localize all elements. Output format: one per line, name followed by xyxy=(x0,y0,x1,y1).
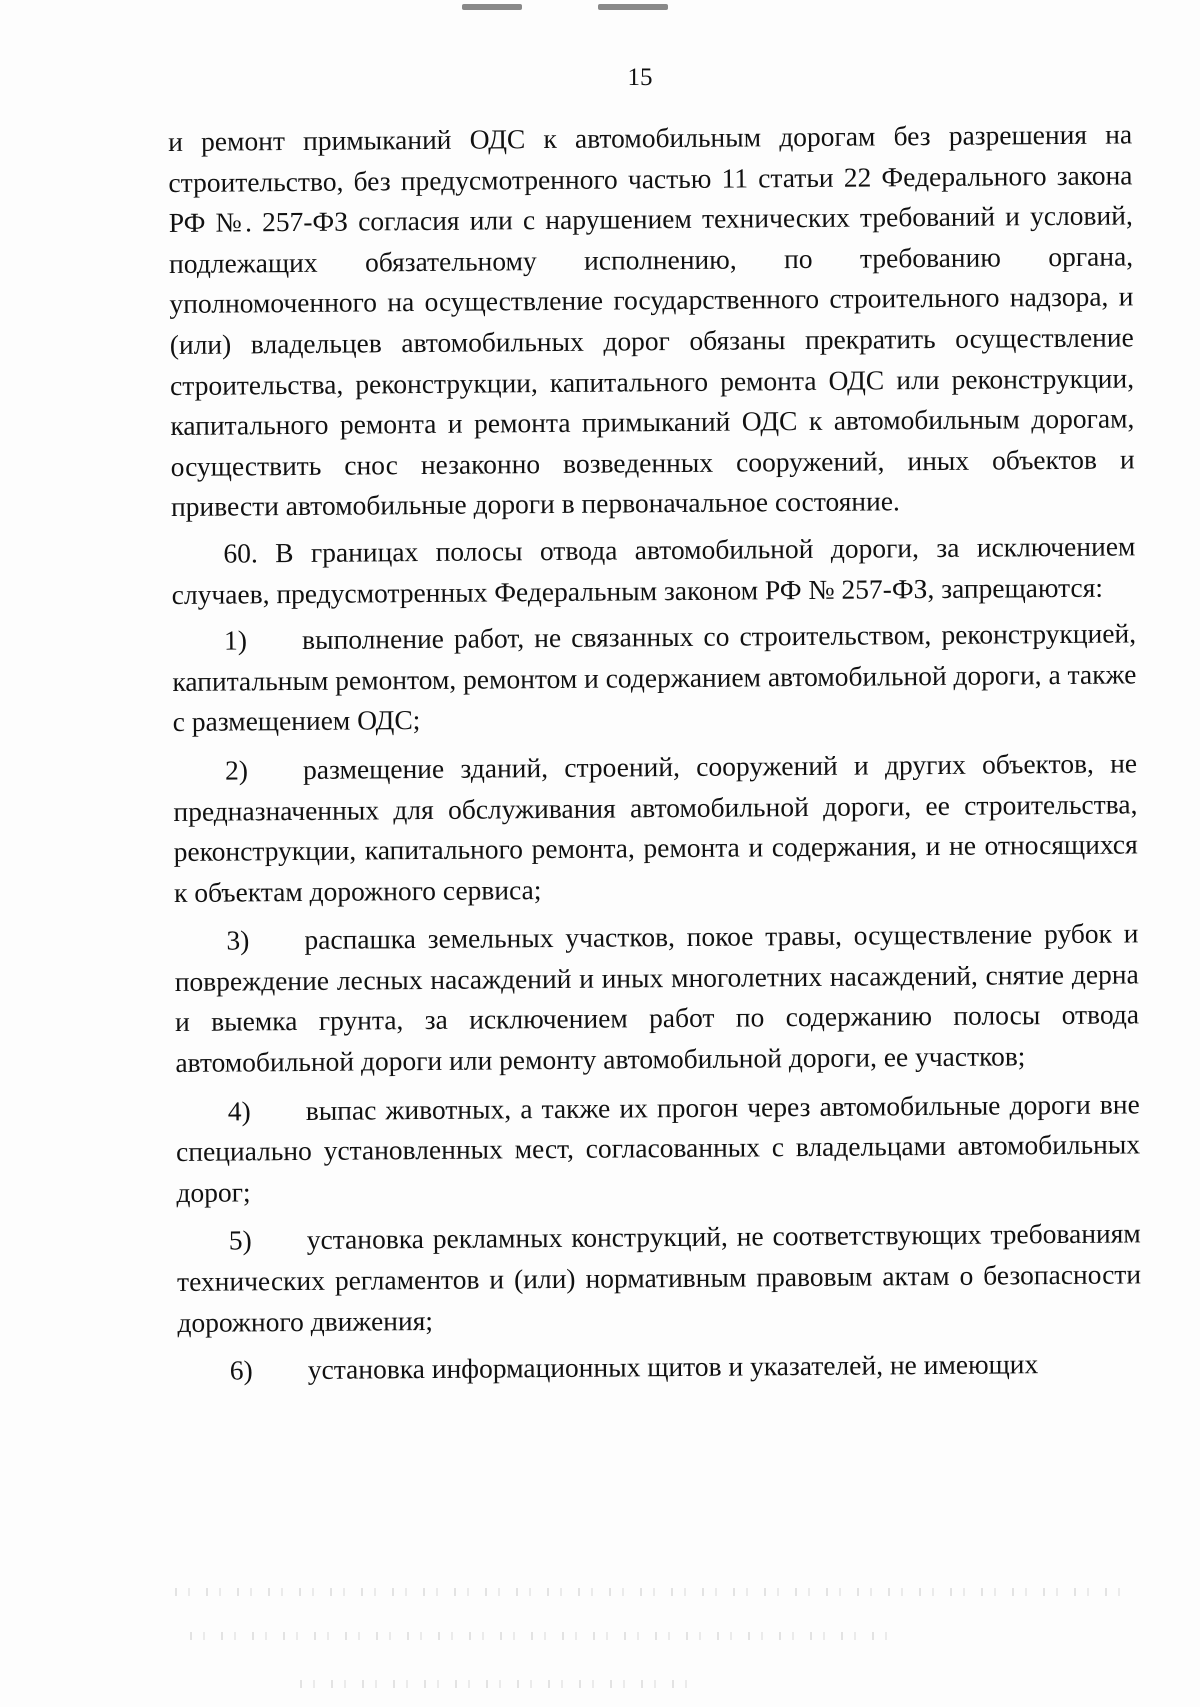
list-item-text: установка рекламных конструкций, не соответствующих требованиям технических регламентов и (или) нормативным правовым актам о безопасности дорожного движения; xyxy=(176,1217,1142,1338)
list-item-text: выпас животных, а также их прогон через автомобильные дороги вне специально установленных мест, согласованных с владельцами автомобильных дорог; xyxy=(175,1088,1141,1208)
scan-noise xyxy=(190,1632,890,1640)
scan-noise xyxy=(175,1588,1135,1596)
scan-artifact xyxy=(462,4,522,10)
list-item-text: установка информационных щитов и указателей, не имеющих xyxy=(307,1348,1039,1386)
list-item-number: 6) xyxy=(229,1354,253,1386)
list-item-text: размещение зданий, строений, сооружений и других объектов, не предназначенных для обслуживания автомобильной дороги, ее строительства, реконструкции, капитального ремонта, ремонта и содержания, и не относящихся к объектам дорожного сервиса; xyxy=(173,747,1138,908)
list-item xyxy=(174,914,1139,1084)
list-item-number: 3) xyxy=(226,924,250,956)
list-item xyxy=(172,614,1137,743)
list-item-number: 1) xyxy=(223,624,248,656)
paragraph-intro: и ремонт примыканий ОДС к автомобильным дорогам без разрешения на строительство, без предусмотренного частью 11 статьи 22 Федерального закона РФ №. 257-ФЗ согласия или с нарушением технических требований и условий, подлежащих обязательному исполнению, по требованию органа, уполномоченного на осуществление государственного строительного надзора, и (или) владельцев автомобильных дорог обязаны прекратить осуществление строительства, реконструкции, капитального ремонта ОДС или реконструкции, капитального ремонта и ремонта примыканий ОДС к автомобильным дорогам, осуществить снос незаконно возведенных сооружений, иных объектов и привести автомобильные дороги в первоначальное состояние. xyxy=(168,118,1135,523)
list-item-number: 5) xyxy=(228,1224,252,1256)
list-item-number: 4) xyxy=(227,1095,251,1127)
scan-artifact xyxy=(598,4,668,10)
clause-60: 60. В границах полосы отвода автомобильной дороги, за исключением случаев, предусмотренных Федеральным законом РФ № 257-ФЗ, запрещаются: xyxy=(171,530,1136,610)
document-body xyxy=(168,114,1142,1399)
list-item xyxy=(173,743,1138,913)
page-number: 15 xyxy=(627,64,653,91)
scan-noise xyxy=(300,1680,700,1688)
list-item xyxy=(178,1344,1142,1392)
list-item-number: 2) xyxy=(224,754,249,786)
list-item xyxy=(177,1214,1142,1343)
list-item-text: выполнение работ, не связанных со строительством, реконструкцией, капитальным ремонтом, ремонтом и содержанием автомобильной дороги, а также с размещением ОДС; xyxy=(172,617,1137,738)
list-item-text: распашка земельных участков, покое травы, осуществление рубок и повреждение лесных насаждений и иных многолетних насаждений, снятие дерна и выемка грунта, за исключением работ по содержанию полосы отвода автомобильной дороги или ремонту автомобильной дороги, ее участков; xyxy=(174,917,1140,1079)
list-item xyxy=(176,1084,1141,1213)
